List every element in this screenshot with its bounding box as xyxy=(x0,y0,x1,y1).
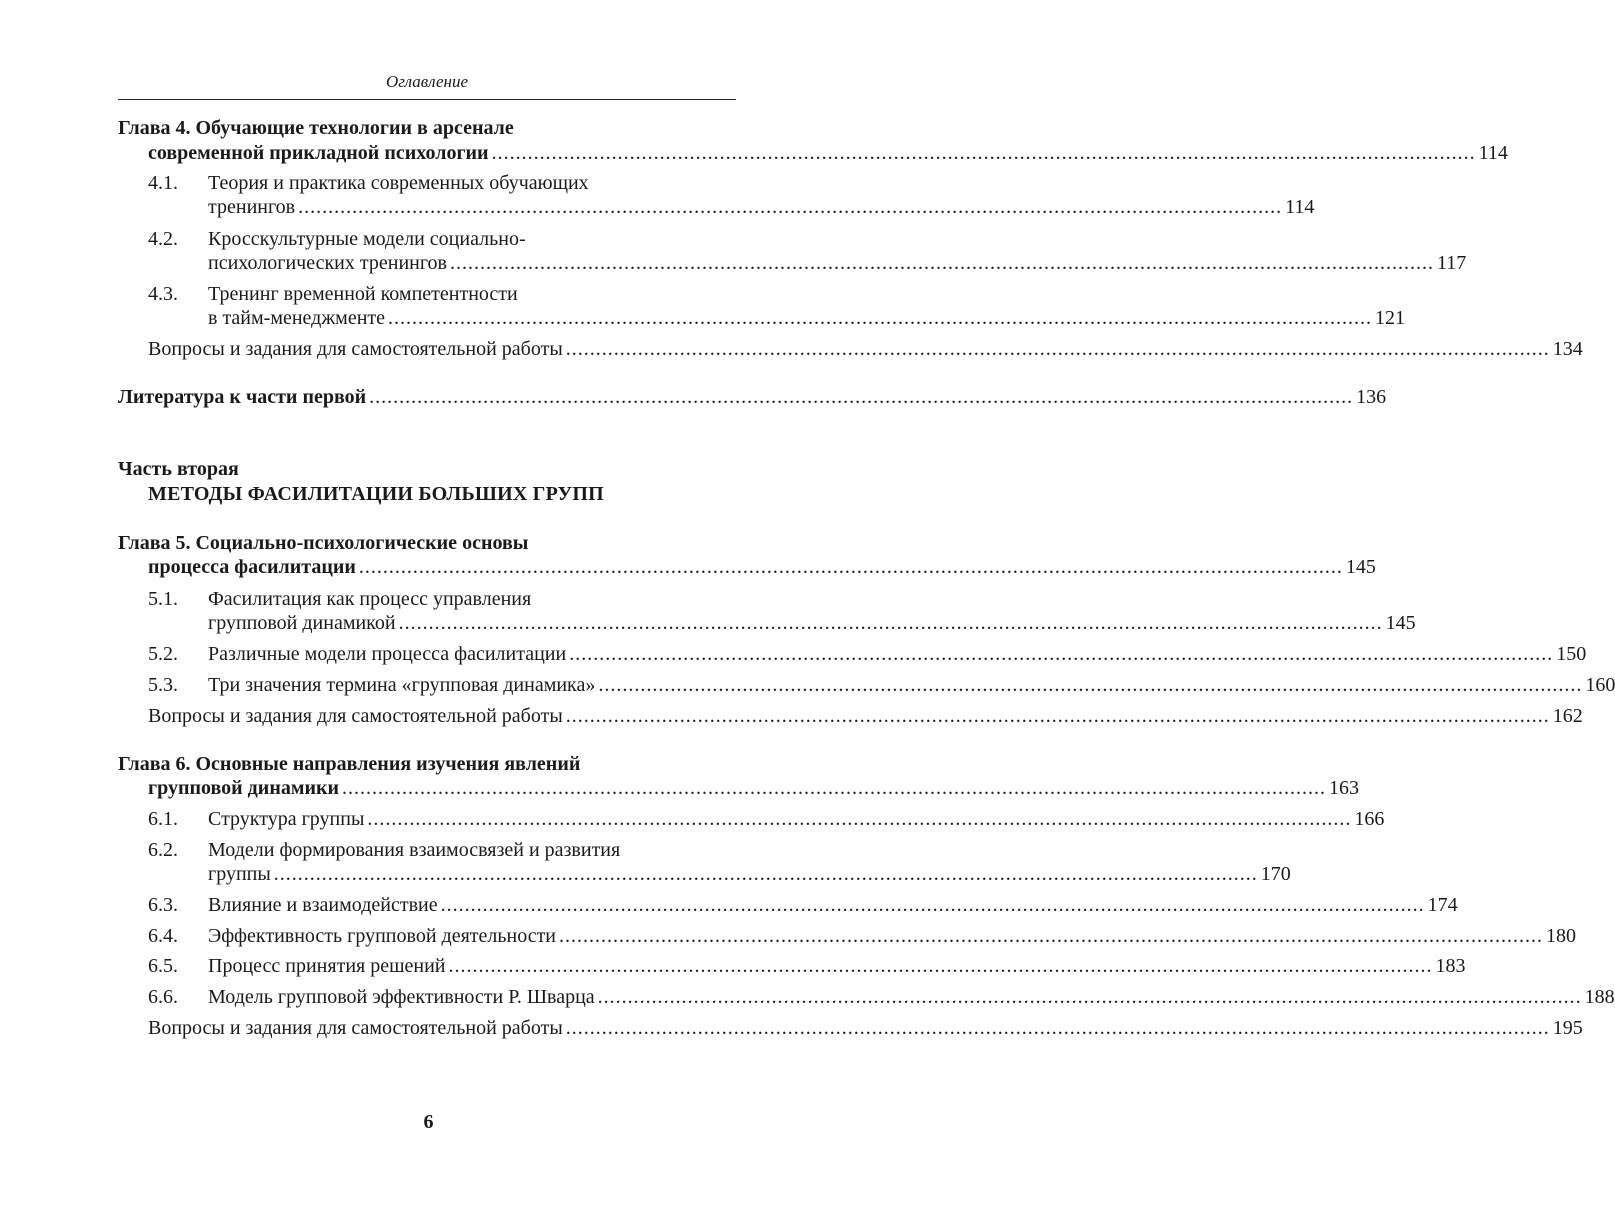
section-number: 5.2. xyxy=(148,643,178,665)
toc-entry-4-1[interactable] xyxy=(208,194,1315,220)
section-number: 6.6. xyxy=(148,986,178,1008)
leader-dots: .................................................................................................................................................................... xyxy=(398,612,1383,634)
header-rule xyxy=(118,99,736,100)
toc-entry-6-3[interactable] xyxy=(208,892,1458,918)
section-title: Процесс принятия решений xyxy=(208,955,446,977)
questions-title: Вопросы и задания для самостоятельной работы xyxy=(148,705,563,727)
part-title: МЕТОДЫ ФАСИЛИТАЦИИ БОЛЬШИХ ГРУПП xyxy=(148,483,604,505)
leader-dots: .................................................................................................................................................................... xyxy=(369,386,1354,408)
page-ref: 188 xyxy=(1584,986,1615,1008)
leader-dots: .................................................................................................................................................................... xyxy=(440,894,1425,916)
section-number: 5.1. xyxy=(148,588,178,610)
toc-entry-6-6[interactable] xyxy=(208,984,1615,1010)
section-title: Модель групповой эффективности Р. Шварца xyxy=(208,986,595,1008)
page-ref: 166 xyxy=(1354,808,1385,830)
page-ref: 160 xyxy=(1585,674,1615,696)
leader-dots: .................................................................................................................................................................... xyxy=(491,142,1476,164)
section-title: Структура группы xyxy=(208,808,365,830)
running-header: Оглавление xyxy=(385,72,469,91)
section-title: Влияние и взаимодействие xyxy=(208,894,438,916)
literature-title: Литература к части первой xyxy=(118,386,367,408)
toc-entry-4-questions[interactable] xyxy=(148,336,1583,362)
section-title: Эффективность групповой деятельности xyxy=(208,925,557,947)
section-title-cont: в тайм-менеджменте xyxy=(208,307,386,329)
chapter-6-entry[interactable] xyxy=(148,775,1360,801)
leader-dots: .................................................................................................................................................................... xyxy=(358,556,1343,578)
page-ref: 145 xyxy=(1345,556,1376,578)
section-title: Тренинг временной компетентности xyxy=(208,283,518,305)
leader-dots: .................................................................................................................................................................... xyxy=(342,777,1327,799)
leader-dots: .................................................................................................................................................................... xyxy=(450,252,1434,274)
toc-entry-6-4[interactable] xyxy=(208,923,1577,949)
leader-dots: .................................................................................................................................................................... xyxy=(569,643,1554,665)
section-title-cont: психологических тренингов xyxy=(208,252,447,274)
chapter-5-title-cont: процесса фасилитации xyxy=(148,556,356,578)
leader-dots: .................................................................................................................................................................... xyxy=(388,307,1373,329)
section-number: 4.1. xyxy=(148,172,178,194)
page-ref: 150 xyxy=(1556,643,1587,665)
section-title: Кросскультурные модели социально- xyxy=(208,228,526,250)
page-ref: 121 xyxy=(1375,307,1406,329)
section-title-cont: группы xyxy=(208,863,271,885)
page-ref: 195 xyxy=(1552,1017,1583,1039)
page-ref: 117 xyxy=(1437,252,1467,274)
page-number: 6 xyxy=(423,1111,434,1133)
section-number: 6.5. xyxy=(148,955,178,977)
toc-entry-literature[interactable] xyxy=(118,384,1387,410)
chapter-4-entry[interactable] xyxy=(148,140,1508,166)
chapter-5-title: Глава 5. Социально-психологические основы xyxy=(118,532,529,554)
toc-entry-4-2[interactable] xyxy=(208,250,1467,276)
section-number: 6.2. xyxy=(148,839,178,861)
leader-dots: .................................................................................................................................................................... xyxy=(367,808,1352,830)
toc-entry-4-3[interactable] xyxy=(208,305,1406,331)
section-title: Теория и практика современных обучающих xyxy=(208,172,589,194)
leader-dots: .................................................................................................................................................................... xyxy=(597,986,1582,1008)
leader-dots: .................................................................................................................................................................... xyxy=(565,705,1550,727)
section-title-cont: тренингов xyxy=(208,196,296,218)
leader-dots: .................................................................................................................................................................... xyxy=(298,196,1283,218)
section-title: Различные модели процесса фасилитации xyxy=(208,643,567,665)
questions-title: Вопросы и задания для самостоятельной работы xyxy=(148,1017,563,1039)
chapter-5-entry[interactable] xyxy=(148,554,1376,580)
page-ref: 180 xyxy=(1546,925,1577,947)
leader-dots: .................................................................................................................................................................... xyxy=(273,863,1258,885)
toc-entry-5-3[interactable] xyxy=(208,672,1615,698)
section-number: 6.4. xyxy=(148,925,178,947)
section-number: 6.1. xyxy=(148,808,178,830)
page-ref: 170 xyxy=(1260,863,1291,885)
section-title: Фасилитация как процесс управления xyxy=(208,588,532,610)
part-label: Часть вторая xyxy=(118,458,239,480)
section-number: 4.2. xyxy=(148,228,178,250)
toc-entry-6-1[interactable] xyxy=(208,806,1385,832)
page-ref: 145 xyxy=(1385,612,1416,634)
toc-entry-5-1[interactable] xyxy=(208,610,1416,636)
section-number: 6.3. xyxy=(148,894,178,916)
page-ref: 163 xyxy=(1329,777,1360,799)
toc-entry-6-2[interactable] xyxy=(208,861,1291,887)
chapter-4-title-cont: современной прикладной психологии xyxy=(148,142,489,164)
toc-entry-6-questions[interactable] xyxy=(148,1015,1583,1041)
page-ref: 162 xyxy=(1552,705,1583,727)
page-ref: 183 xyxy=(1435,955,1466,977)
leader-dots: .................................................................................................................................................................... xyxy=(565,338,1550,360)
leader-dots: .................................................................................................................................................................... xyxy=(565,1017,1550,1039)
questions-title: Вопросы и задания для самостоятельной работы xyxy=(148,338,563,360)
chapter-6-title-cont: групповой динамики xyxy=(148,777,340,799)
section-title-cont: групповой динамикой xyxy=(208,612,396,634)
toc-entry-5-2[interactable] xyxy=(208,641,1587,667)
leader-dots: .................................................................................................................................................................... xyxy=(448,955,1433,977)
section-number: 5.3. xyxy=(148,674,178,696)
section-title: Три значения термина «групповая динамика» xyxy=(208,674,596,696)
leader-dots: .................................................................................................................................................................... xyxy=(598,674,1583,696)
page-ref: 114 xyxy=(1478,142,1508,164)
section-number: 4.3. xyxy=(148,283,178,305)
leader-dots: .................................................................................................................................................................... xyxy=(559,925,1544,947)
page-ref: 136 xyxy=(1356,386,1387,408)
toc-entry-6-5[interactable] xyxy=(208,953,1466,979)
toc-entry-5-questions[interactable] xyxy=(148,703,1583,729)
page-ref: 134 xyxy=(1552,338,1583,360)
section-title: Модели формирования взаимосвязей и развития xyxy=(208,839,621,861)
page-ref: 114 xyxy=(1285,196,1315,218)
chapter-4-title: Глава 4. Обучающие технологии в арсенале xyxy=(118,117,514,139)
chapter-6-title: Глава 6. Основные направления изучения явлений xyxy=(118,753,581,775)
page-ref: 174 xyxy=(1427,894,1458,916)
